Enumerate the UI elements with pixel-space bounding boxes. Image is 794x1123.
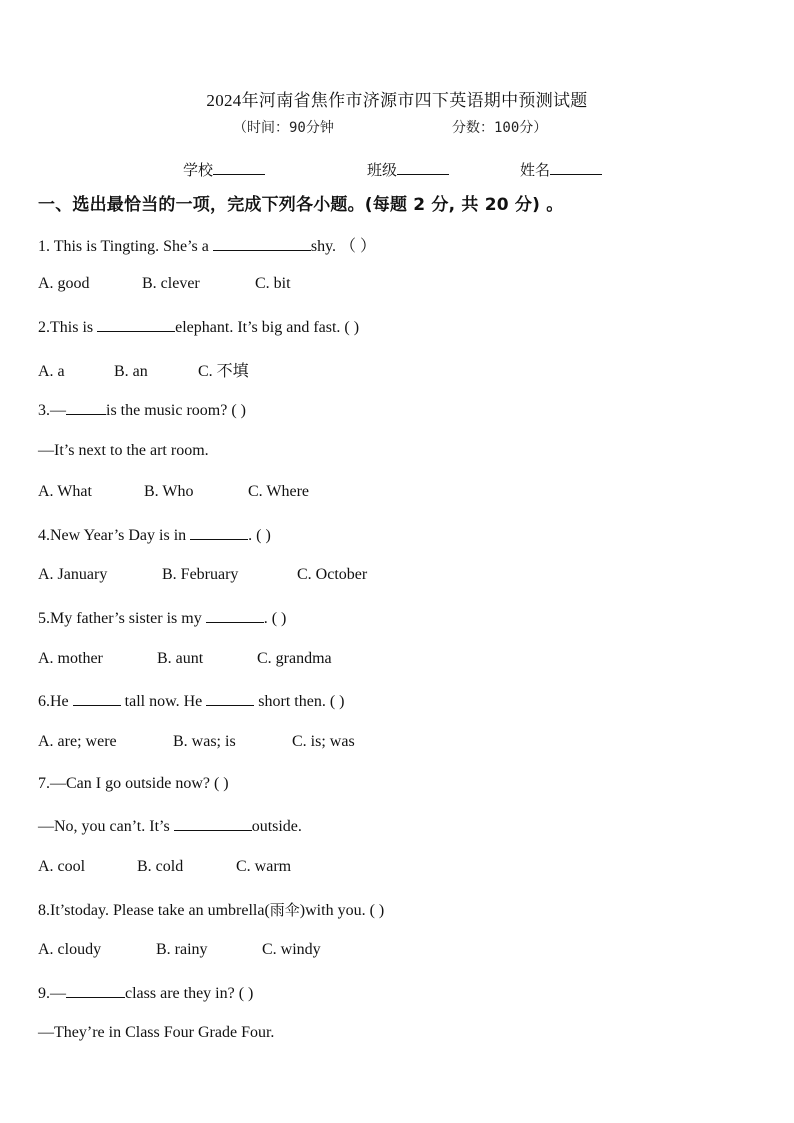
school-field — [183, 159, 265, 180]
option-c: C. warm — [236, 858, 292, 875]
option-c: C. Where — [248, 483, 310, 500]
question-6: 6.He tall now. He short then. ( ) — [38, 693, 345, 710]
question-3-options — [38, 483, 309, 501]
question-9-reply: —They’re in Class Four Grade Four. — [38, 1024, 275, 1041]
option-c: C. is; was — [292, 733, 355, 750]
name-blank — [550, 161, 602, 175]
option-b: B. clever — [142, 275, 200, 292]
class-label: 班级 — [367, 163, 398, 179]
section-heading: 一、选出最恰当的一项，完成下列各小题。(每题 2 分, 共 20 分) 。 — [38, 195, 564, 215]
option-b: B. aunt — [157, 650, 204, 667]
answer-blank — [66, 400, 106, 415]
answer-blank — [190, 525, 248, 540]
answer-blank — [206, 691, 254, 706]
question-4-options — [38, 566, 367, 584]
option-c: C. 不填 — [198, 363, 249, 380]
option-a: A. cloudy — [38, 941, 102, 958]
option-a: A. are; were — [38, 733, 117, 750]
option-b: B. an — [114, 363, 148, 380]
option-a: A. cool — [38, 858, 86, 875]
question-1: 1. This is Tingting. She’s a shy. （ ） — [38, 238, 377, 255]
option-a: A. January — [38, 566, 108, 583]
option-c: C. October — [297, 566, 368, 583]
question-3-reply: —It’s next to the art room. — [38, 442, 209, 459]
option-b: B. was; is — [173, 733, 236, 750]
option-a: A. What — [38, 483, 92, 500]
answer-blank — [73, 691, 121, 706]
name-field — [520, 159, 602, 180]
question-7: 7.—Can I go outside now? ( ) — [38, 775, 229, 792]
option-c: C. grandma — [257, 650, 332, 667]
question-3: 3.— is the music room? ( ) — [38, 402, 246, 419]
school-blank — [213, 161, 265, 175]
exam-title: 2024年河南省焦作市济源市四下英语期中预测试题 — [206, 91, 588, 110]
answer-blank — [213, 236, 311, 251]
school-label: 学校 — [183, 163, 214, 179]
option-a: A. mother — [38, 650, 103, 667]
option-b: B. cold — [137, 858, 184, 875]
question-5: 5.My father’s sister is my . ( ) — [38, 610, 287, 627]
question-4: 4.New Year’s Day is in . ( ) — [38, 527, 271, 544]
option-b: B. Who — [144, 483, 194, 500]
question-8: 8.It’stoday. Please take an umbrella(雨伞)with you. ( ) — [38, 901, 385, 919]
question-8-options — [38, 941, 321, 959]
question-7-reply: —No, you can’t. It’s outside. — [38, 818, 302, 835]
name-label: 姓名 — [520, 163, 551, 179]
class-field — [367, 159, 449, 180]
question-9: 9.— class are they in? ( ) — [38, 985, 254, 1002]
option-a: A. good — [38, 275, 90, 292]
option-a: A. a — [38, 363, 65, 380]
option-c: C. windy — [262, 941, 321, 958]
question-2: 2.This is elephant. It’s big and fast. ( ) — [38, 319, 360, 336]
question-6-options — [38, 733, 355, 751]
question-5-options — [38, 650, 332, 668]
answer-blank — [206, 608, 264, 623]
option-b: B. February — [162, 566, 239, 583]
question-7-options — [38, 858, 291, 876]
answer-blank — [97, 317, 175, 332]
option-c: C. bit — [255, 275, 291, 292]
question-2-options — [38, 358, 249, 381]
exam-score: 分数：100分） — [452, 120, 548, 136]
option-b: B. rainy — [156, 941, 208, 958]
question-1-options — [38, 275, 291, 293]
answer-blank — [66, 983, 125, 998]
exam-time: （时间：90分钟 — [233, 120, 334, 136]
class-blank — [397, 161, 449, 175]
answer-blank — [174, 816, 252, 831]
